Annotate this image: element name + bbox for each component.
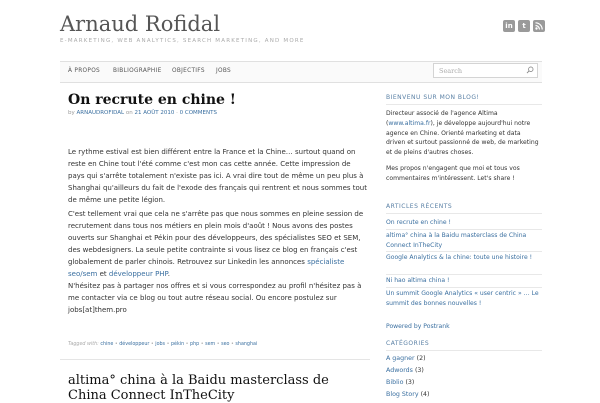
powered-by-link[interactable]: Powered by Postrank	[386, 323, 450, 330]
post-author[interactable]: ARNAUDROFIDAL	[76, 110, 125, 116]
post-tags	[68, 342, 257, 347]
category-name[interactable]: A gagner	[386, 355, 415, 362]
divider	[386, 229, 542, 230]
post-paragraph-1: Le rythme estival est bien différent entre la France et la Chine… surtout quand on reste en Chine tout l'été comme c'est mon cas cette année. Cette impression de pays qui s'arrête totalement n'existe pas ici. A vrai dire tout de même un peu plus à Shanghai qu'ailleurs du fait de l'exode des français qui rentrent et nous sommes tout de même une petite légion.	[68, 148, 367, 204]
twitter-icon[interactable]: t	[518, 20, 530, 32]
search-box[interactable]	[433, 63, 538, 78]
tag-sep: •	[185, 342, 189, 347]
nav-item-bibliographie[interactable]: BIBLIOGRAPHIE	[113, 68, 162, 74]
altima-link[interactable]: www.altima.fr	[388, 119, 431, 127]
tag-sep: •	[166, 342, 170, 347]
site-tagline: E-MARKETING, WEB ANALYTICS, SEARCH MARKETING, AND MORE	[60, 38, 305, 44]
category-item[interactable]	[386, 379, 414, 386]
category-name[interactable]: Adwords	[386, 367, 413, 374]
post-comments-link[interactable]: 0 COMMENTS	[179, 110, 217, 116]
post-divider	[60, 359, 370, 360]
tag-link[interactable]: sem	[205, 342, 216, 347]
link-join: et	[99, 270, 107, 278]
site-title[interactable]: Arnaud Rofidal	[60, 12, 221, 36]
tag-sep: •	[150, 342, 154, 347]
category-item[interactable]	[386, 367, 424, 374]
search-icon[interactable]	[526, 66, 534, 74]
welcome-text	[386, 109, 540, 158]
nav-item-apropos[interactable]: À PROPOS	[68, 68, 101, 74]
divider	[386, 251, 542, 252]
category-count: (2)	[416, 355, 426, 362]
post-title[interactable]: On recrute en chine !	[68, 92, 236, 108]
recent-post-link[interactable]: Ni hao altima china !	[386, 277, 450, 284]
meta-separator: ·	[176, 110, 178, 116]
tag-link[interactable]: seo	[221, 342, 230, 347]
tag-sep: •	[231, 342, 234, 347]
recent-heading: ARTICLES RÉCENTS	[386, 203, 453, 210]
rss-icon[interactable]	[533, 20, 545, 32]
post-date[interactable]: 21 AOÛT 2010	[134, 110, 175, 116]
divider	[386, 213, 542, 214]
tag-sep: •	[200, 342, 204, 347]
recent-post-link[interactable]: Un summit Google Analytics « user centric » … Le summit des bonnes nouvelles !	[386, 290, 539, 307]
welcome-heading: BIENVENU SUR MON BLOG!	[386, 94, 480, 101]
meta-by: by	[68, 110, 75, 116]
tags-label: Tagged with:	[68, 342, 99, 347]
nav-item-jobs[interactable]: JOBS	[216, 68, 232, 74]
divider	[386, 104, 542, 105]
divider	[386, 274, 542, 275]
recent-post-link[interactable]: Google Analytics & la chine: toute une histoire !	[386, 254, 533, 261]
tag-sep: •	[216, 342, 220, 347]
link-seo-sem[interactable]: spécialiste seo/sem	[68, 258, 345, 278]
tag-link[interactable]: développeur	[119, 342, 150, 347]
category-count: (4)	[420, 391, 430, 398]
categories-heading: CATÉGORIES	[386, 340, 430, 347]
linkedin-icon[interactable]: in	[503, 20, 515, 32]
divider	[386, 287, 542, 288]
category-count: (3)	[405, 379, 415, 386]
meta-on: on	[125, 110, 133, 116]
tag-link[interactable]: chine	[100, 342, 114, 347]
search-input[interactable]: Search	[439, 67, 463, 75]
tag-link[interactable]: php	[190, 342, 200, 347]
main-nav	[60, 61, 542, 83]
welcome-text-2: Mes propos n'engagent que moi et tous vos commentaires m'intéressent. Let's share !	[386, 165, 520, 182]
tag-link[interactable]: jobs	[155, 342, 166, 347]
link-end: .	[167, 270, 170, 278]
recent-post-link[interactable]: On recrute en chine !	[386, 219, 451, 226]
divider	[386, 350, 542, 351]
category-count: (3)	[414, 367, 424, 374]
welcome-text-after: ), je développe aujourd'hui notre agence en Chine. Orienté marketing et data driven et surtout passionné de web, de marketing et de pleins d'autres choses.	[386, 119, 539, 157]
tag-link[interactable]: pékin	[170, 342, 185, 347]
post-paragraph-2	[68, 208, 368, 280]
welcome-text-before: Directeur associé de l'agence Altima (	[386, 110, 498, 127]
tag-sep: •	[114, 342, 118, 347]
post-meta	[68, 110, 217, 116]
category-item[interactable]	[386, 355, 426, 362]
site-header	[0, 0, 600, 56]
post-paragraph-3: N'hésitez pas à partager nos offres et si vous correspondez au profil n'hésitez pas à me contacter via ce blog ou tout autre réseau social. Ou encore postulez sur jobs[at]them.pro	[68, 282, 362, 314]
category-name[interactable]: Blog Story	[386, 391, 419, 398]
category-item[interactable]	[386, 391, 430, 398]
tag-link[interactable]: shanghai	[235, 342, 258, 347]
category-name[interactable]: Biblio	[386, 379, 404, 386]
nav-item-objectifs[interactable]: OBJECTIFS	[172, 68, 205, 74]
link-php[interactable]: développeur PHP	[108, 270, 168, 278]
post2-title[interactable]: altima° china à la Baidu masterclass de China Connect InTheCity	[68, 373, 329, 403]
post-paragraph-2-text: C'est tellement vrai que cela ne s'arrête pas que nous sommes en pleine session de recrutement dans tous nos métiers en plein mois d'août ! Nous avons des postes ouverts sur Shanghai et Pékin pour des développeurs, des spécialistes SEO et SEM, des webdesigners. La seule petite contrainte si vous lisez ce blog en français c'est globalement de parler chinois. Retrouvez sur Linkedin les annonces	[68, 210, 364, 266]
recent-post-link[interactable]: altima° china à la Baidu masterclass de China Connect InTheCity	[386, 232, 527, 249]
